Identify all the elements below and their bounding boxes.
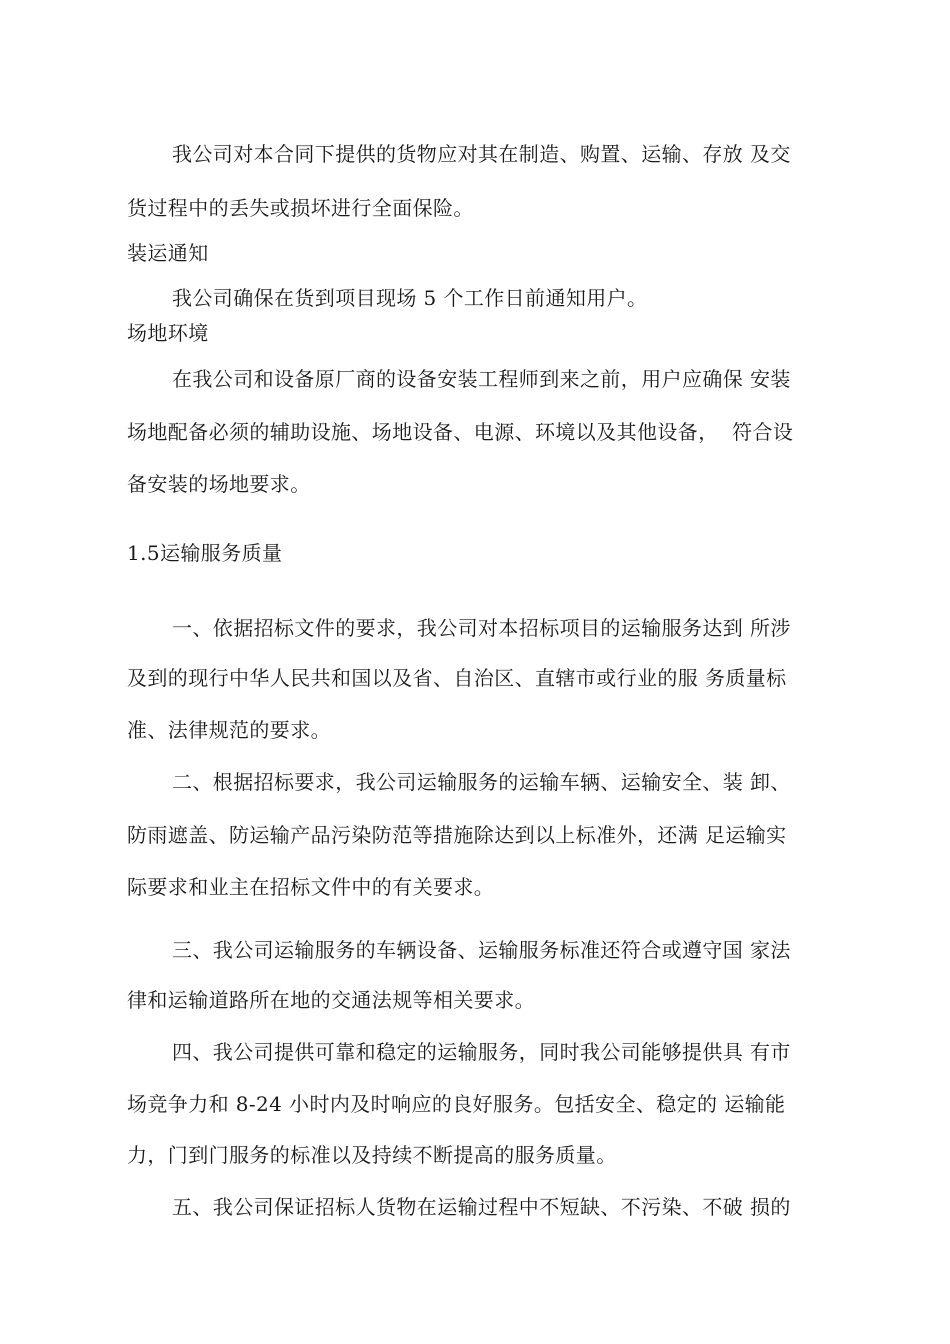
- paragraph-item-2-line-3: 际要求和业主在招标文件中的有关要求。: [127, 875, 495, 899]
- paragraph-item-2-line-2: 防雨遮盖、防运输产品污染防范等措施除达到以上标准外，还满 足运输实: [127, 823, 787, 847]
- heading-shipping-notice: 装运通知: [127, 241, 209, 265]
- paragraph-item-1-line-1: 一、依据招标文件的要求，我公司对本招标项目的运输服务达到 所涉: [172, 616, 791, 640]
- paragraph-insurance-line-1: 我公司对本合同下提供的货物应对其在制造、购置、运输、存放 及交: [172, 142, 791, 166]
- paragraph-shipping-line-1: 我公司确保在货到项目现场 5 个工作日前通知用户。: [172, 286, 648, 310]
- paragraph-insurance-line-2: 货过程中的丢失或损坏进行全面保险。: [127, 196, 474, 220]
- paragraph-item-3-line-1: 三、我公司运输服务的车辆设备、运输服务标准还符合或遵守国 家法: [172, 938, 791, 962]
- heading-site-environment: 场地环境: [127, 321, 209, 345]
- paragraph-item-1-line-2: 及到的现行中华人民共和国以及省、自治区、直辖市或行业的服 务质量标: [127, 666, 787, 690]
- paragraph-item-4-line-3: 力，门到门服务的标准以及持续不断提高的服务质量。: [127, 1143, 617, 1167]
- paragraph-item-4-line-2: 场竞争力和 8-24 小时内及时响应的良好服务。包括安全、稳定的 运输能: [127, 1092, 786, 1116]
- paragraph-site-line-3: 备安装的场地要求。: [127, 472, 311, 496]
- paragraph-item-5-line-1: 五、我公司保证招标人货物在运输过程中不短缺、不污染、不破 损的: [172, 1195, 791, 1219]
- paragraph-site-line-2: 场地配备必须的辅助设施、场地设备、电源、环境以及其他设备， 符合设: [127, 420, 794, 444]
- section-title: 1.5运输服务质量: [127, 541, 283, 565]
- paragraph-item-3-line-2: 律和运输道路所在地的交通法规等相关要求。: [127, 988, 535, 1012]
- paragraph-item-2-line-1: 二、根据招标要求，我公司运输服务的运输车辆、运输安全、装 卸、: [172, 770, 791, 794]
- paragraph-site-line-1: 在我公司和设备原厂商的设备安装工程师到来之前，用户应确保 安装: [172, 367, 791, 391]
- paragraph-item-4-line-1: 四、我公司提供可靠和稳定的运输服务，同时我公司能够提供具 有市: [172, 1040, 791, 1064]
- paragraph-item-1-line-3: 准、法律规范的要求。: [127, 718, 331, 742]
